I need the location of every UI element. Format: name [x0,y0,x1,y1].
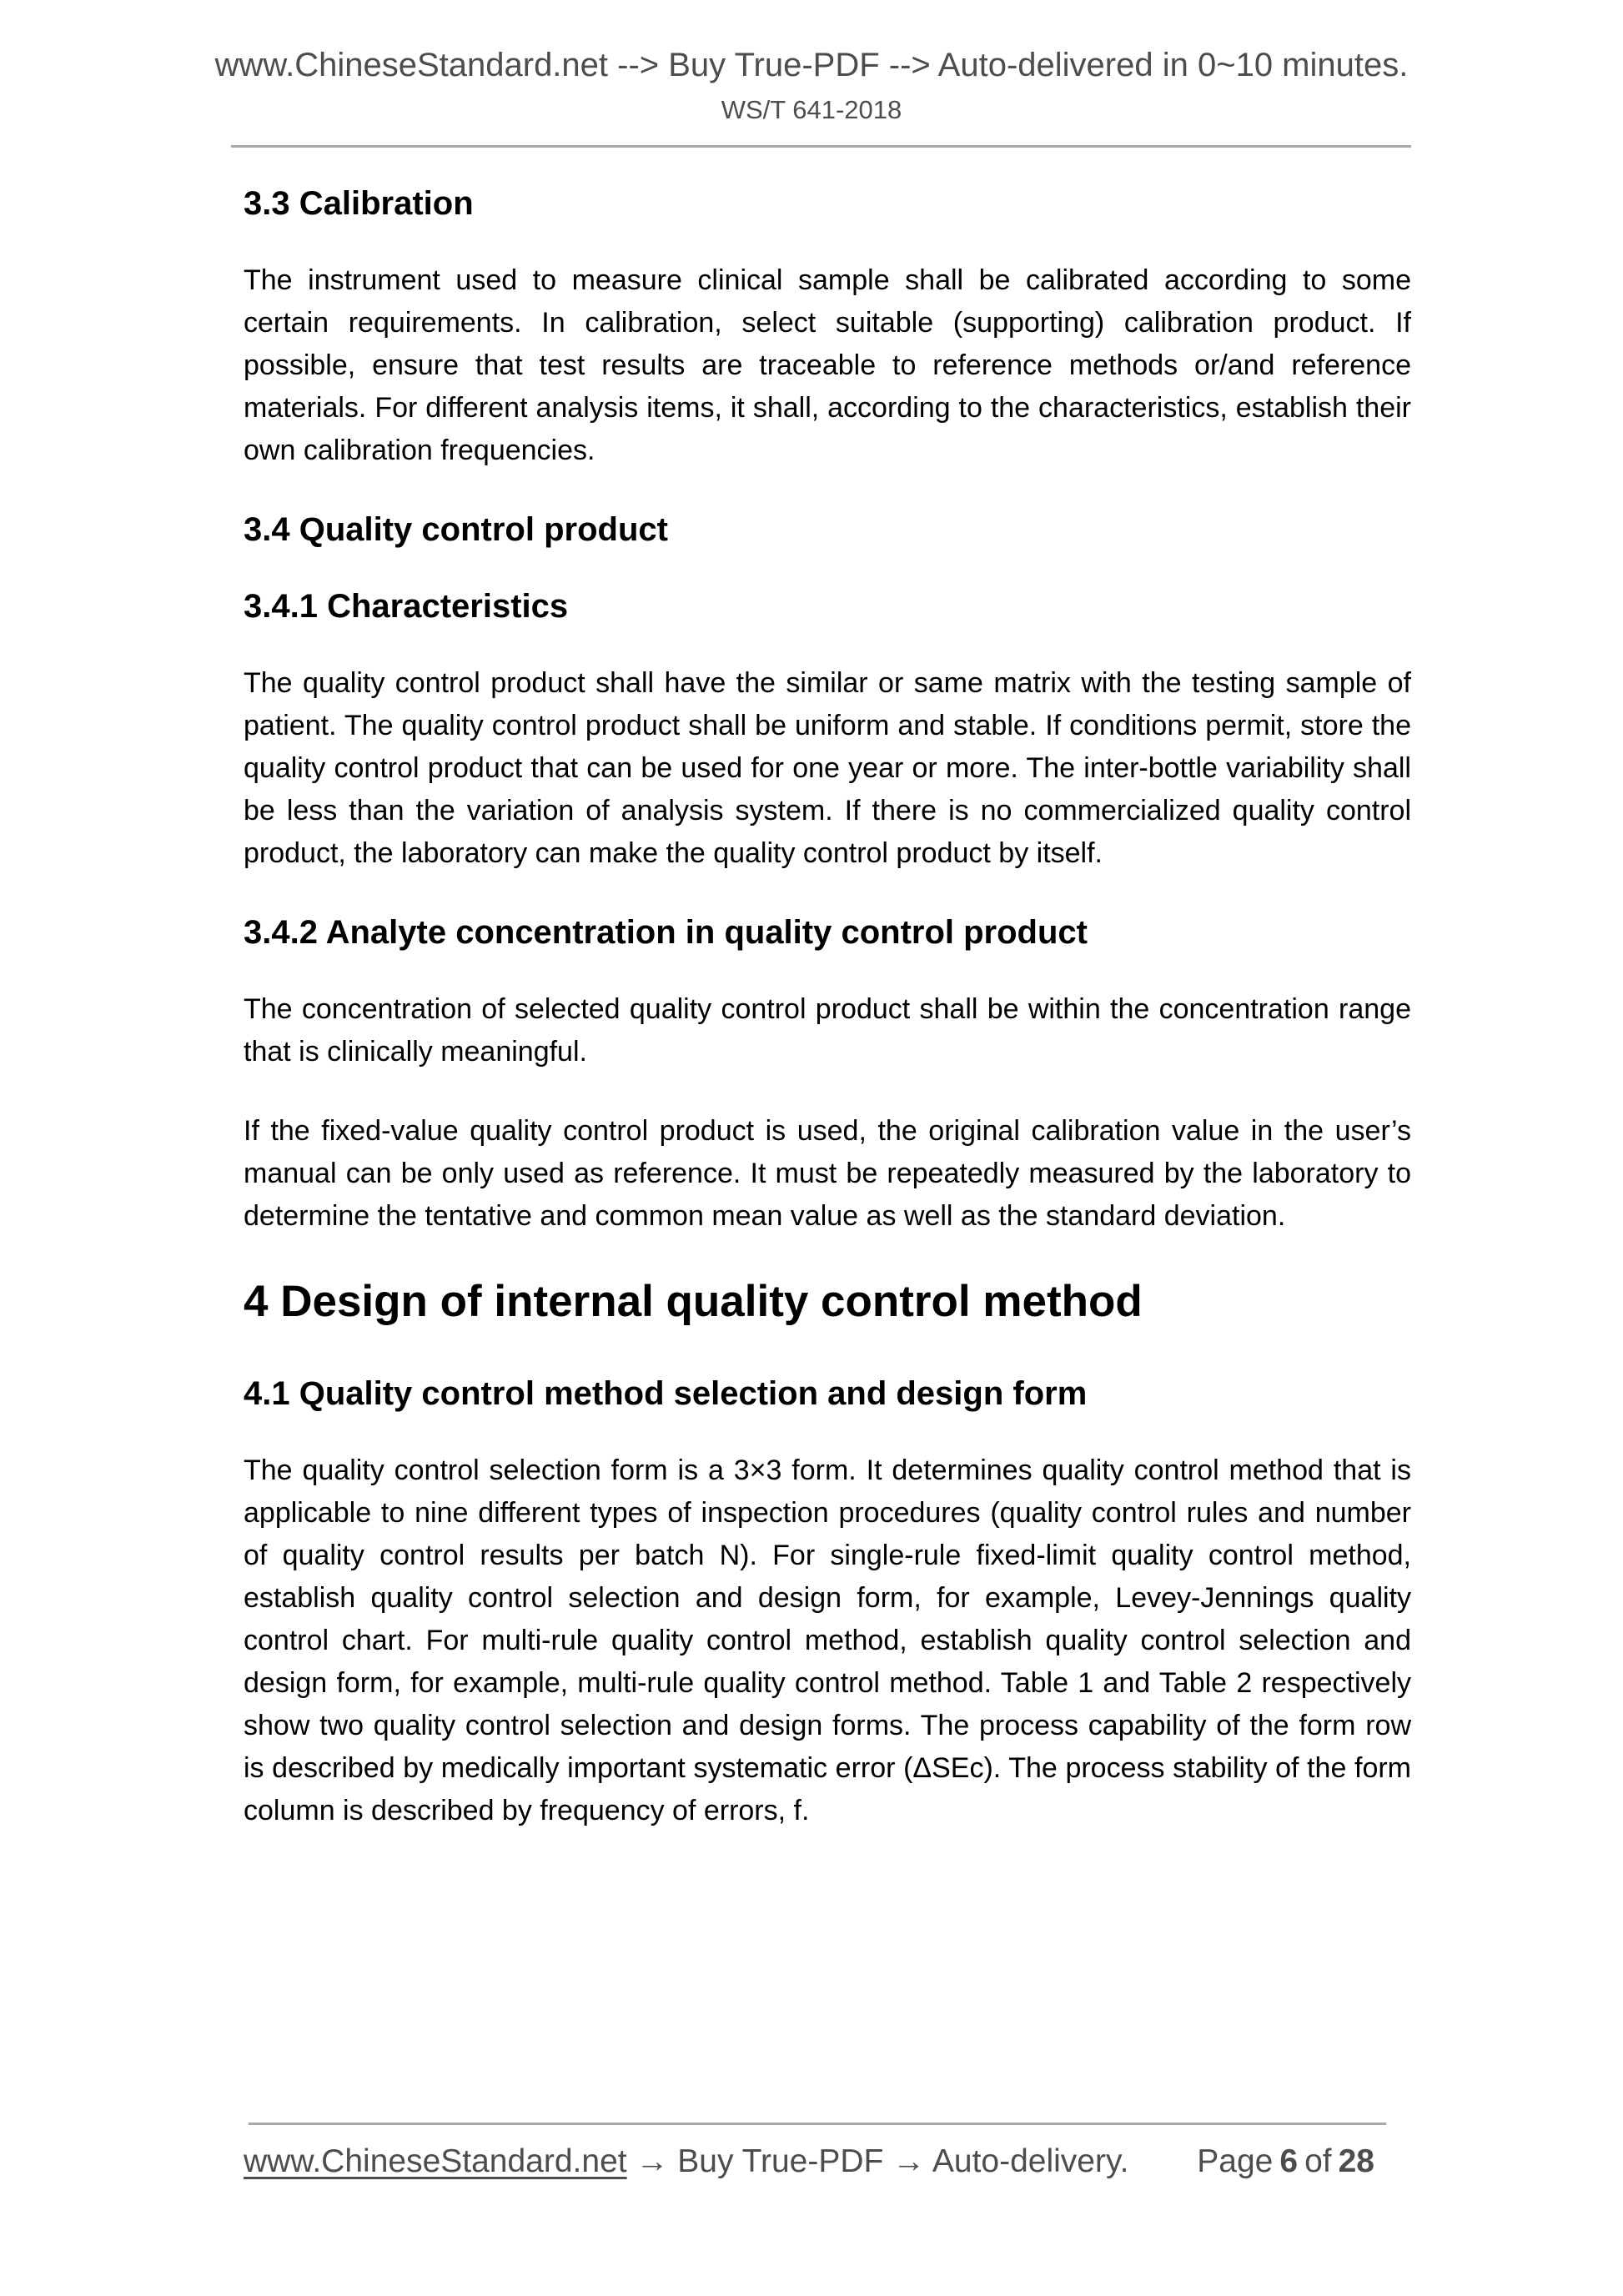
page-label: Page [1197,2143,1274,2179]
paragraph-3-4-1: The quality control product shall have the similar or same matrix with the testing sample of patient. The quality control product shall be uniform and stable. If conditions permit, store the quality control product that can be used for one year or more. The inter-bottle variability shall be less than the variation of analysis system. If there is no commercialized quality control product, the laboratory can make the quality control product by itself. [244,667,1411,869]
section-heading-3-4-2: 3.4.2 Analyte concentration in quality control product [244,914,1088,951]
header-standard-number: WS/T 641-2018 [721,95,902,124]
paragraph-3-4-2-b: If the fixed-value quality control product is used, the original calibration value in the user’s manual can be only used as reference. It must be repeatedly measured by the laboratory to determine the tentative and common mean value as well as the standard deviation. [244,1115,1411,1232]
page-current: 6 [1279,2143,1299,2179]
footer-breadcrumb-rest: → Buy True-PDF → Auto-delivery. [626,2143,1129,2179]
footer-breadcrumb [244,2142,1128,2182]
of-label: of [1304,2143,1332,2179]
page-footer [244,2123,1411,2182]
page-total: 28 [1338,2143,1374,2179]
page-indicator [1193,2142,1411,2182]
page-header [0,0,1623,148]
header-site-line: www.ChineseStandard.net --> Buy True-PDF --> Auto-delivered in 0~10 minutes. [214,47,1409,83]
footer-site-link[interactable]: www.ChineseStandard.net [244,2143,627,2179]
paragraph-4-1: The quality control selection form is a 3×3 form. It determines quality control method that is applicable to nine different types of inspection procedures (quality control rules and number of quality control results per batch N). For single-rule fixed-limit quality control method, establish quality control selection and design form, for example, Levey-Jennings quality control chart. For multi-rule quality control method, establish quality control selection and design form, for example, multi-rule quality control method. Table 1 and Table 2 respectively show two quality control selection and design forms. The process capability of the form row is described by medically important systematic error (ΔSEc). The process stability of the form column is described by frequency of errors, f. [244,1454,1411,1826]
section-heading-3-3: 3.3 Calibration [244,185,474,222]
footer-divider [249,2123,1386,2125]
header-divider [231,145,1411,148]
section-heading-3-4: 3.4 Quality control product [244,511,668,548]
section-heading-3-4-1: 3.4.1 Characteristics [244,588,569,625]
section-heading-4-1: 4.1 Quality control method selection and design form [244,1375,1088,1412]
document-body [244,183,1411,1832]
paragraph-3-4-2-a: The concentration of selected quality control product shall be within the concentration range that is clinically meaningful. [244,993,1411,1068]
chapter-heading-4: 4 Design of internal quality control method [244,1277,1143,1326]
paragraph-3-3: The instrument used to measure clinical sample shall be calibrated according to some certain requirements. In calibration, select suitable (supporting) calibration product. If possible, ensure that test results are traceable to reference methods or/and reference materials. For different analysis items, it shall, according to the characteristics, establish their own calibration frequencies. [244,264,1411,466]
